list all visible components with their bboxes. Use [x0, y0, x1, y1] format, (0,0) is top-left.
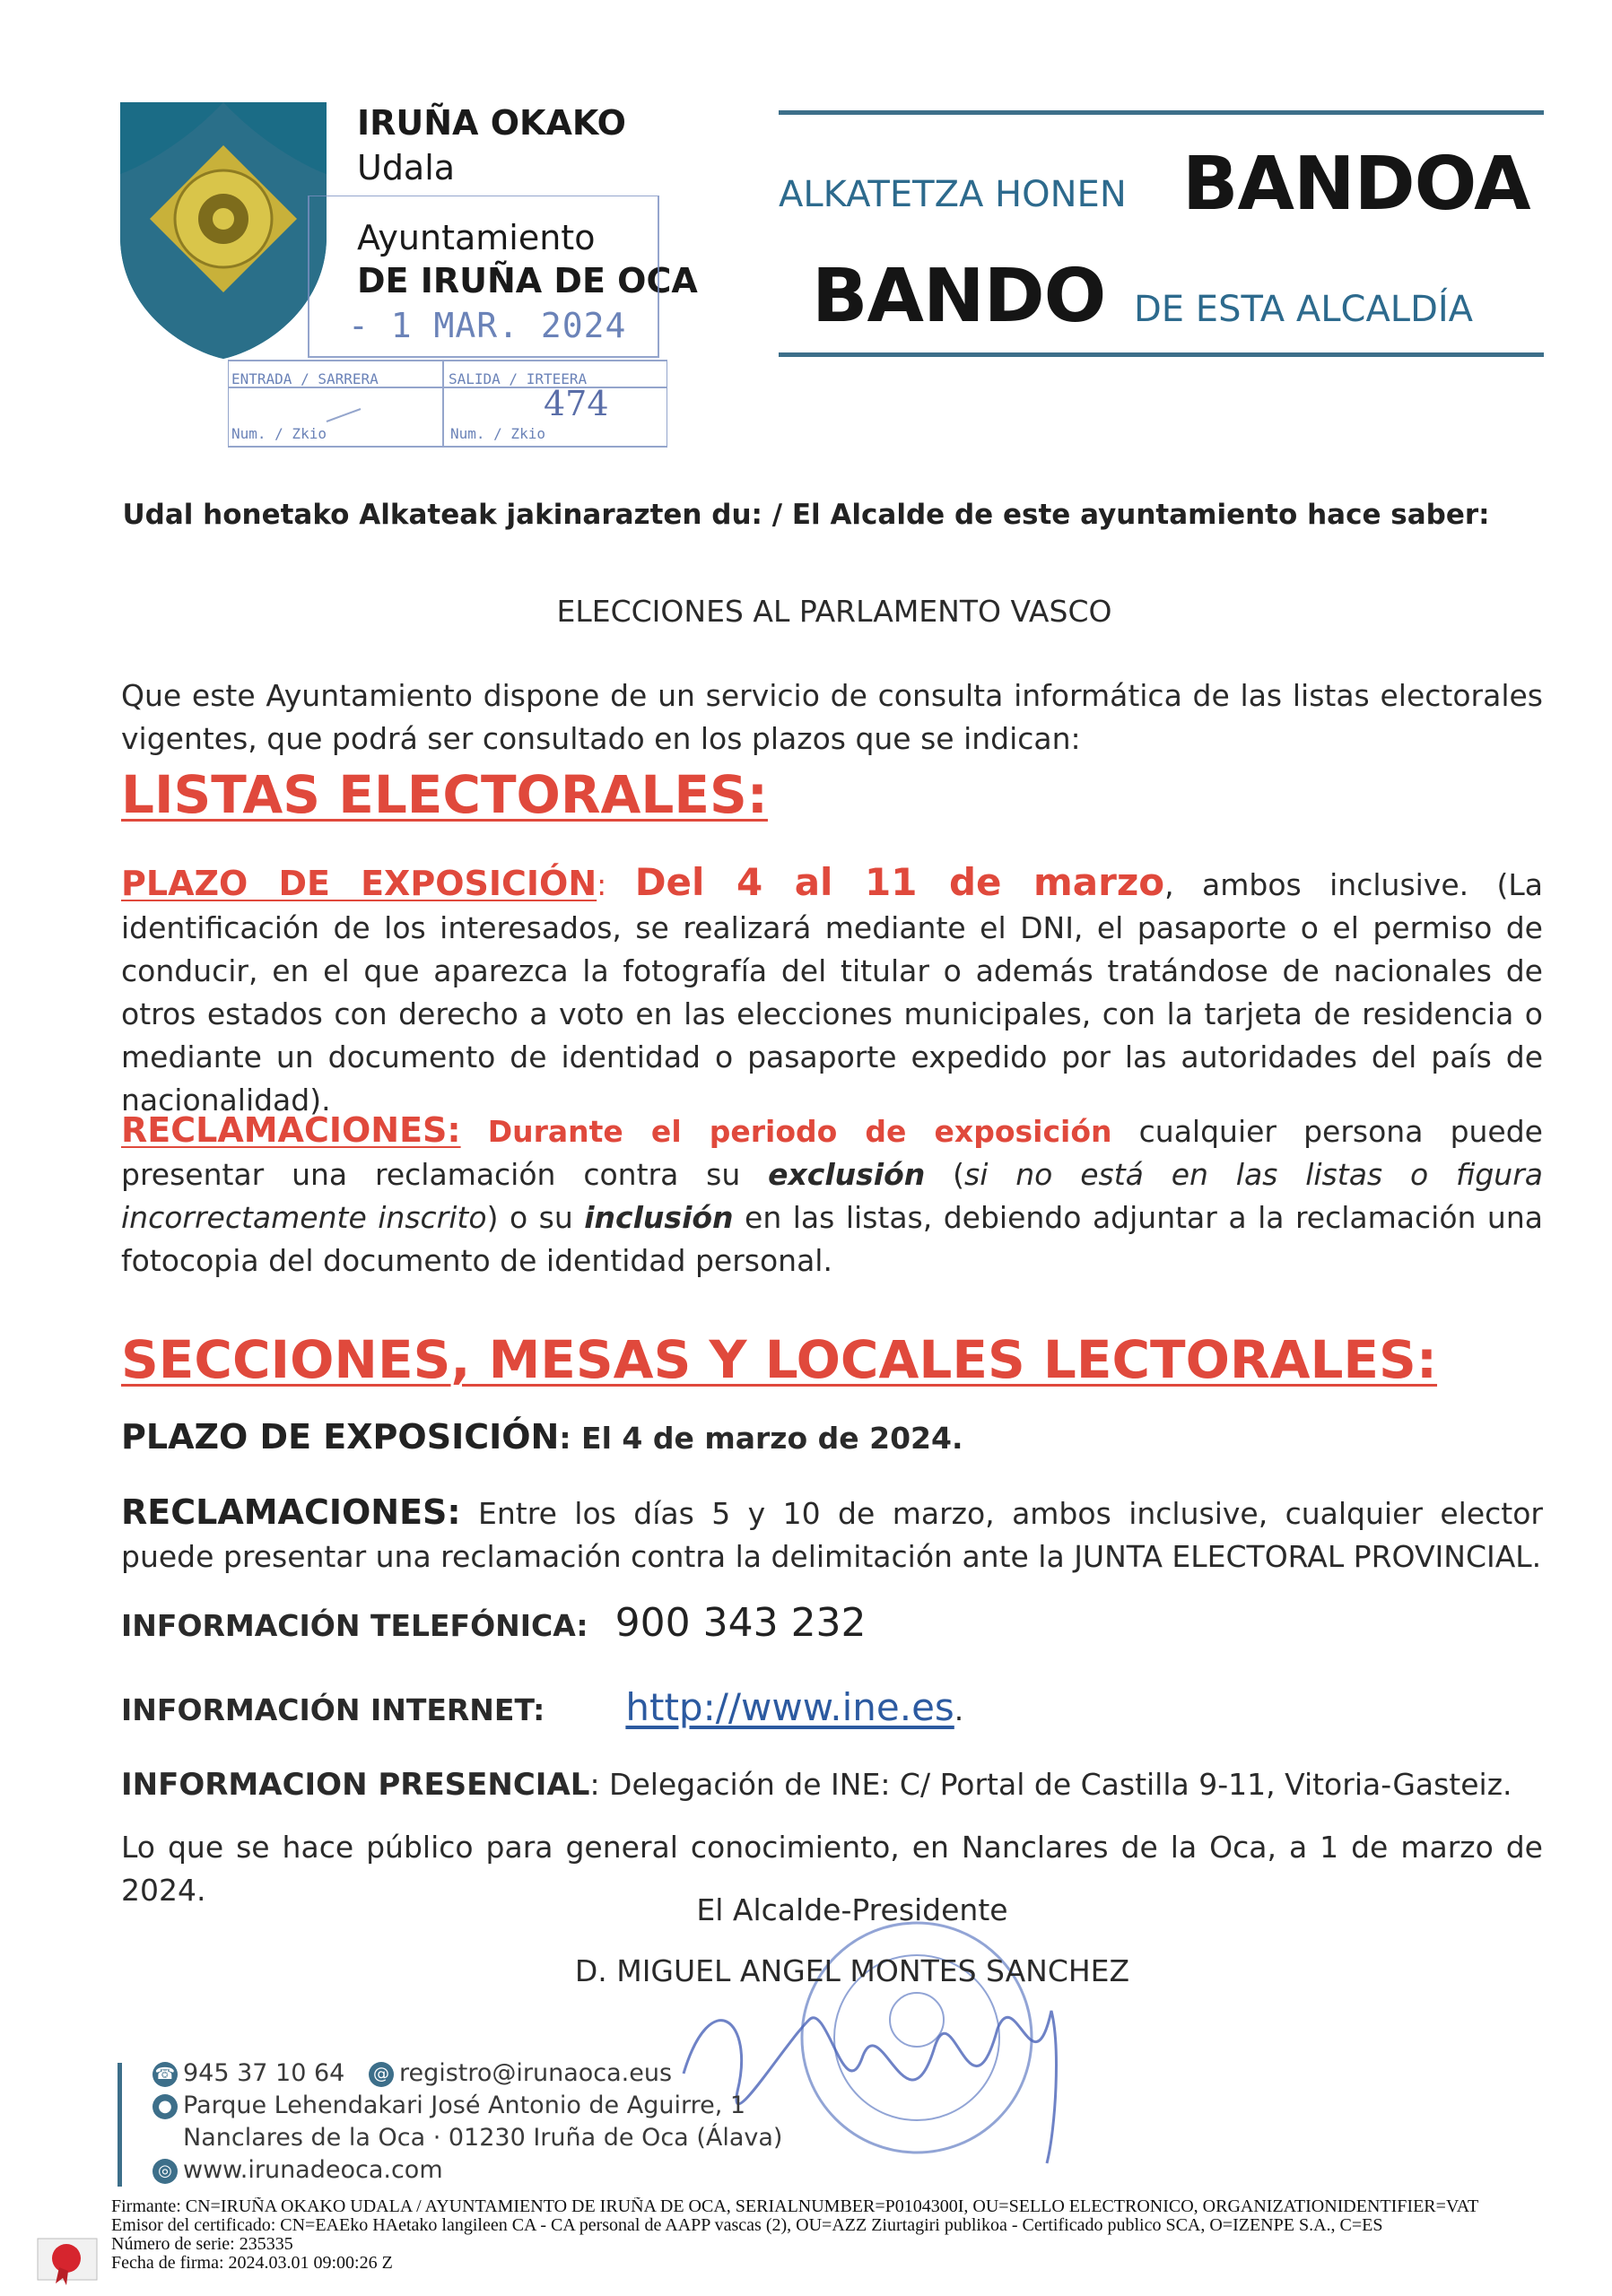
- reclamaciones-italic: si no está en las listas o figura incorrectamente inscrito: [121, 1157, 1543, 1235]
- plazo-dates: Del 4 al 11 de marzo: [634, 860, 1165, 904]
- info-presencial: [121, 1763, 1543, 1806]
- reclamaciones-label: RECLAMACIONES:: [121, 1110, 461, 1150]
- org-sub-spanish: DE IRUÑA DE OCA: [357, 261, 698, 300]
- reclamaciones-text: cualquier persona puede presentar una reclamación contra su: [121, 1114, 1543, 1192]
- footer-address-1: Parque Lehendakari José Antonio de Aguirre, 1: [183, 2092, 746, 2119]
- plazo-label: PLAZO DE EXPOSICIÓN: [121, 1417, 560, 1457]
- footer-website[interactable]: www.irunadeoca.com: [183, 2156, 443, 2184]
- footer-address-2: Nanclares de la Oca · 01230 Iruña de Oca (Álava): [183, 2124, 783, 2152]
- election-title: ELECCIONES AL PARLAMENTO VASCO: [556, 594, 1112, 629]
- stamp-exit-label: SALIDA / IRTEERA: [449, 370, 588, 387]
- email-icon: @: [369, 2062, 394, 2087]
- reclamaciones-exclusion: exclusión: [768, 1157, 926, 1192]
- globe-icon: ◎: [152, 2159, 178, 2184]
- electronic-signature-info: [111, 2197, 1609, 2273]
- web-label: INFORMACIÓN INTERNET:: [121, 1692, 545, 1727]
- stamp-num-label: Num. / Zkio: [231, 425, 327, 442]
- tel-label: INFORMACIÓN TELEFÓNICA:: [121, 1608, 588, 1643]
- reclamaciones-label: RECLAMACIONES:: [121, 1492, 461, 1532]
- reclamaciones-text: en las listas, debiendo adjuntar a la reclamación una fotocopia del documento de identidad personal.: [121, 1200, 1543, 1278]
- plazo-value: : El 4 de marzo de 2024.: [559, 1421, 963, 1456]
- phone-icon: ☎: [152, 2062, 178, 2087]
- bando-spanish-title: BANDO: [812, 254, 1106, 339]
- reclamaciones-text: (: [925, 1157, 965, 1192]
- sig-serie: Número de serie: 235335: [111, 2234, 293, 2254]
- web-link[interactable]: http://www.ine.es: [625, 1685, 954, 1729]
- bando-basque-subtitle: ALKATETZA HONEN: [779, 174, 1127, 215]
- header-rule-bottom: [779, 352, 1544, 357]
- stamp-entry-label: ENTRADA / SARRERA: [231, 370, 379, 387]
- certificate-seal-icon: [32, 2231, 104, 2289]
- pres-value: : Delegación de INE: C/ Portal de Castilla 9-11, Vitoria-Gasteiz.: [589, 1767, 1512, 1802]
- reclamaciones-text: Entre los días 5 y 10 de marzo, ambos inclusive, cualquier elector puede presentar una reclamación contra la delimitación ante la JUNTA ELECTORAL PROVINCIAL.: [121, 1496, 1543, 1574]
- info-telefonica: [121, 1602, 1543, 1648]
- bando-basque-title: BANDOA: [1182, 142, 1530, 227]
- paragraph-reclamaciones-listas: [121, 1109, 1543, 1283]
- sig-firmante: Firmante: CN=IRUÑA OKAKO UDALA / AYUNTAMIENTO DE IRUÑA DE OCA, SERIALNUMBER=P0104300I, OU=SELLO ELECTRONICO, ORGANIZATIONIDENTIFIER=VAT: [111, 2197, 1479, 2216]
- org-sub-basque: Udala: [357, 148, 456, 187]
- plazo-label: PLAZO DE EXPOSICIÓN: [121, 864, 597, 903]
- stamp-date: - 1 MAR. 2024: [348, 306, 627, 345]
- stamp-num-label: Num. / Zkio: [450, 425, 545, 442]
- signer-name: D. MIGUEL ANGEL MONTES SANCHEZ: [574, 1953, 1130, 1988]
- footer-email[interactable]: registro@irunaoca.eus: [398, 2059, 673, 2087]
- location-icon: ●: [152, 2094, 178, 2119]
- paragraph-plazo-listas: [121, 861, 1543, 1122]
- sig-emisor: Emisor del certificado: CN=EAEko HAetako langileen CA - CA personal de AAPP vascas (2), OU=AZZ Ziurtagiri publikoa - Certificado publico SCA, O=IZENPE S.A., C=ES: [111, 2215, 1383, 2235]
- info-internet: [121, 1686, 1543, 1732]
- heading-secciones: SECCIONES, MESAS Y LOCALES LECTORALES:: [121, 1329, 1438, 1390]
- footer-contact: [152, 2059, 672, 2087]
- footer-phone[interactable]: 945 37 10 64: [183, 2059, 345, 2087]
- header-rule-top: [779, 110, 1544, 115]
- heading-listas-electorales: LISTAS ELECTORALES:: [121, 764, 768, 825]
- footer-accent-bar: [118, 2063, 122, 2187]
- reclamaciones-text: ) o su: [486, 1200, 585, 1235]
- sig-fecha: Fecha de firma: 2024.03.01 09:00:26 Z: [111, 2253, 393, 2273]
- closing-statement: Lo que se hace público para general conocimiento, en Nanclares de la Oca, a 1 de marzo de 2024.: [121, 1830, 1543, 1908]
- intro-line: Udal honetako Alkateak jakinarazten du: / El Alcalde de este ayuntamiento hace saber:: [122, 499, 1490, 531]
- paragraph-consulta: Que este Ayuntamiento dispone de un servicio de consulta informática de las listas electorales vigentes, que podrá ser consultado en los plazos que se indican:: [121, 678, 1543, 756]
- footer-address: [152, 2092, 745, 2119]
- bando-spanish-subtitle: DE ESTA ALCALDÍA: [1134, 289, 1474, 330]
- org-name-basque: IRUÑA OKAKO: [357, 103, 626, 143]
- paragraph-plazo-secciones: [121, 1415, 1543, 1460]
- stamp-handwritten-number: 474: [544, 384, 609, 423]
- signer-title: El Alcalde-Presidente: [696, 1892, 1008, 1927]
- reclamaciones-inclusion: inclusión: [584, 1200, 734, 1235]
- web-dot: .: [954, 1692, 964, 1727]
- tel-number[interactable]: 900 343 232: [614, 1600, 867, 1646]
- pres-label: INFORMACION PRESENCIAL: [121, 1767, 590, 1803]
- org-name-spanish: Ayuntamiento: [357, 218, 596, 257]
- paragraph-reclamaciones-secciones: [121, 1491, 1543, 1578]
- plazo-colon: :: [597, 867, 607, 902]
- footer-web: [152, 2156, 443, 2184]
- reclamaciones-period: Durante el periodo de exposición: [487, 1114, 1112, 1149]
- plazo-text: , ambos inclusive. (La identificación de los interesados, se realizará mediante el DNI, el pasaporte o el permiso de conducir, en el que aparezca la fotografía del titular o además tratándose de nacionales de otros estados con derecho a voto en las elecciones municipales, con la tarjeta de residencia o mediante un documento de identidad o pasaporte expedido por las autoridades del país de nacionalidad).: [121, 867, 1544, 1118]
